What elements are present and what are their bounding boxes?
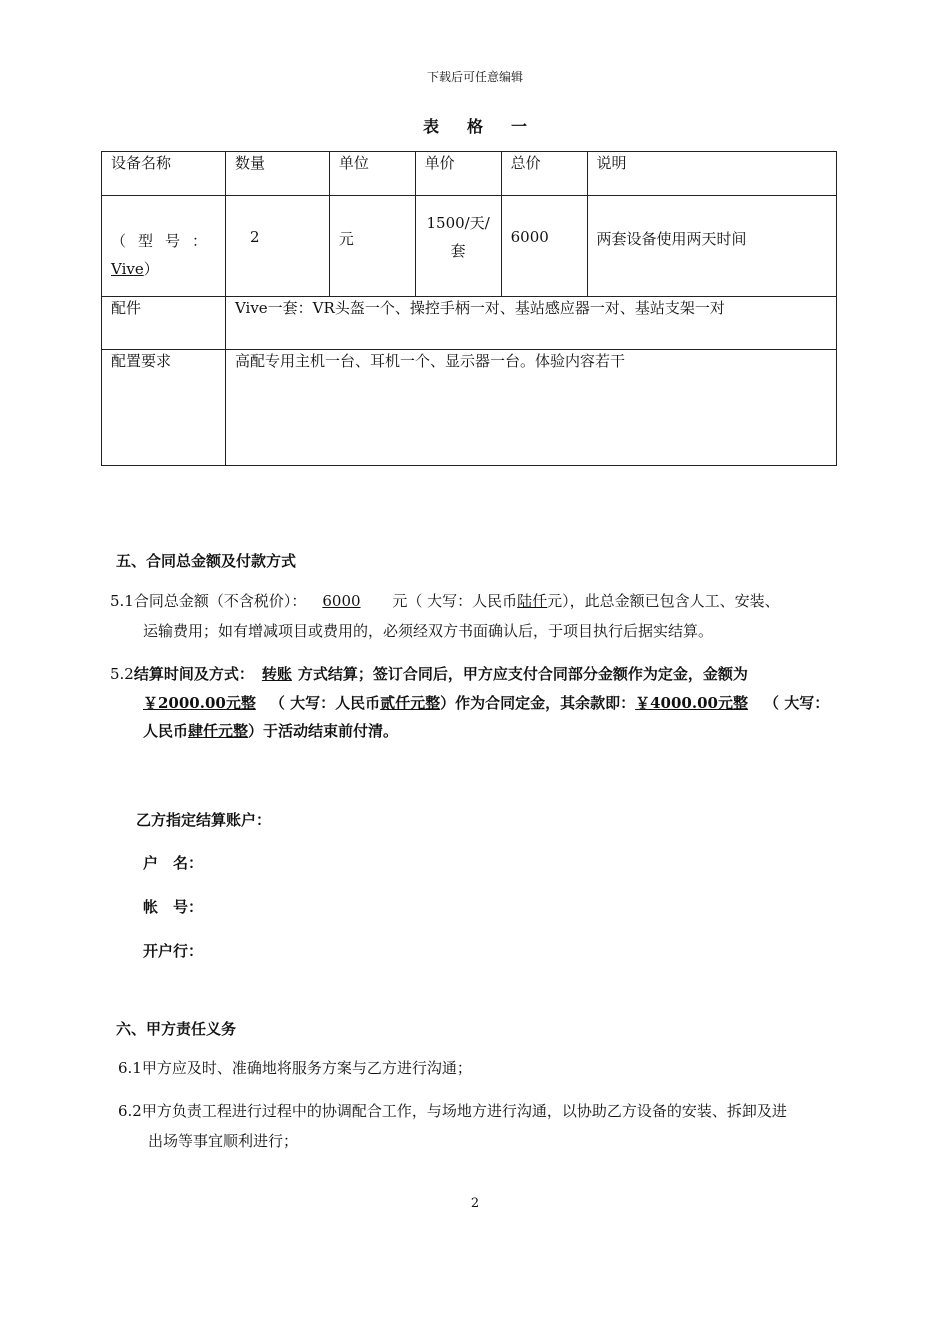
section-5-title: 五、合同总金额及付款方式: [116, 552, 297, 570]
table-title: 表格一: [422, 117, 555, 136]
header-cell-description: 说明: [587, 152, 836, 196]
accessories-value-cell: Vive一套：VR头盔一个、操控手柄一对、基站感应器一对、基站支架一对: [225, 297, 836, 350]
model-value: Vive: [111, 260, 144, 278]
item-unit-cell: 元: [329, 196, 415, 297]
clause-6-1: 6.1甲方应及时、准确地将服务方案与乙方进行沟通；: [118, 1059, 472, 1077]
section-6-title: 六、甲方责任义务: [116, 1020, 237, 1038]
table-row: [102, 297, 837, 350]
config-value-cell: 高配专用主机一台、耳机一个、显示器一台。体验内容若干: [225, 350, 836, 466]
table-header-row: [102, 152, 837, 196]
account-number-label: 帐 号：: [143, 898, 204, 916]
table-row: [102, 350, 837, 466]
contract-amount: 6000: [322, 592, 361, 610]
model-colon: ：: [191, 232, 207, 250]
deposit-amount: ￥2000.00元整: [143, 694, 256, 712]
model-open-paren: （: [111, 232, 127, 250]
config-label-cell: 配置要求: [102, 350, 226, 466]
header-cell-name: 设备名称: [102, 152, 226, 196]
accessories-label-cell: 配件: [102, 297, 226, 350]
item-total-cell: 6000: [501, 196, 587, 297]
contract-amount-upper: 陆仟: [517, 592, 548, 610]
page-number: 2: [470, 1196, 480, 1211]
balance-amount-upper: 肆仟元整: [188, 722, 249, 740]
model-close-paren: ）: [143, 260, 159, 278]
account-bank-label: 开户行：: [143, 942, 204, 960]
clause-5-2-line-1: 5.2结算时间及方式： 转账 方式结算；签订合同后，甲方应支付合同部分金额作为定金，金额为: [110, 665, 748, 683]
clause-5-1-line-1: 5.1合同总金额（不含税价）： 6000 元（ 大写：人民币陆仟元），此总金额已包含人工、安装、: [110, 586, 780, 616]
balance-amount: ￥4000.00元整: [635, 694, 748, 712]
clause-5-2-line-2: ￥2000.00元整 （ 大写：人民币贰仟元整）作为合同定金，其余款即：￥4000.00元整 （ 大写：: [143, 694, 830, 712]
account-name-label: 户 名：: [143, 854, 204, 872]
clause-6-2-line-1: 6.2甲方负责工程进行过程中的协调配合工作，与场地方进行沟通，以协助乙方设备的安装、拆卸及进: [118, 1102, 787, 1120]
clause-6-2-line-2: 出场等事宜顺利进行；: [148, 1132, 299, 1150]
model-label-part1: 型: [137, 232, 153, 250]
header-cell-total: 总价: [501, 152, 587, 196]
model-label-part2: 号: [164, 232, 180, 250]
clause-5-1-line-2: 运输费用；如有增减项目或费用的，必须经双方书面确认后，于项目执行后据实结算。: [143, 622, 714, 640]
item-model-cell: [102, 196, 226, 297]
account-title: 乙方指定结算账户：: [136, 811, 272, 829]
item-description-cell: 两套设备使用两天时间: [587, 196, 836, 297]
deposit-amount-upper: 贰仟元整: [380, 694, 441, 712]
table-row: [102, 196, 837, 297]
payment-method: 转账: [261, 665, 292, 683]
price-line-2: 套: [450, 242, 466, 260]
header-cell-unit: 单位: [329, 152, 415, 196]
item-price-cell: [415, 196, 501, 297]
page-header-note: 下载后可任意编辑: [426, 70, 523, 84]
price-line-1: 1500/天/: [426, 214, 490, 232]
header-cell-quantity: 数量: [225, 152, 329, 196]
header-cell-price: 单价: [415, 152, 501, 196]
item-quantity-cell: 2: [225, 196, 329, 297]
equipment-table: [101, 151, 837, 466]
clause-5-2-line-3: 人民币肆仟元整）于活动结束前付清。: [143, 722, 399, 740]
